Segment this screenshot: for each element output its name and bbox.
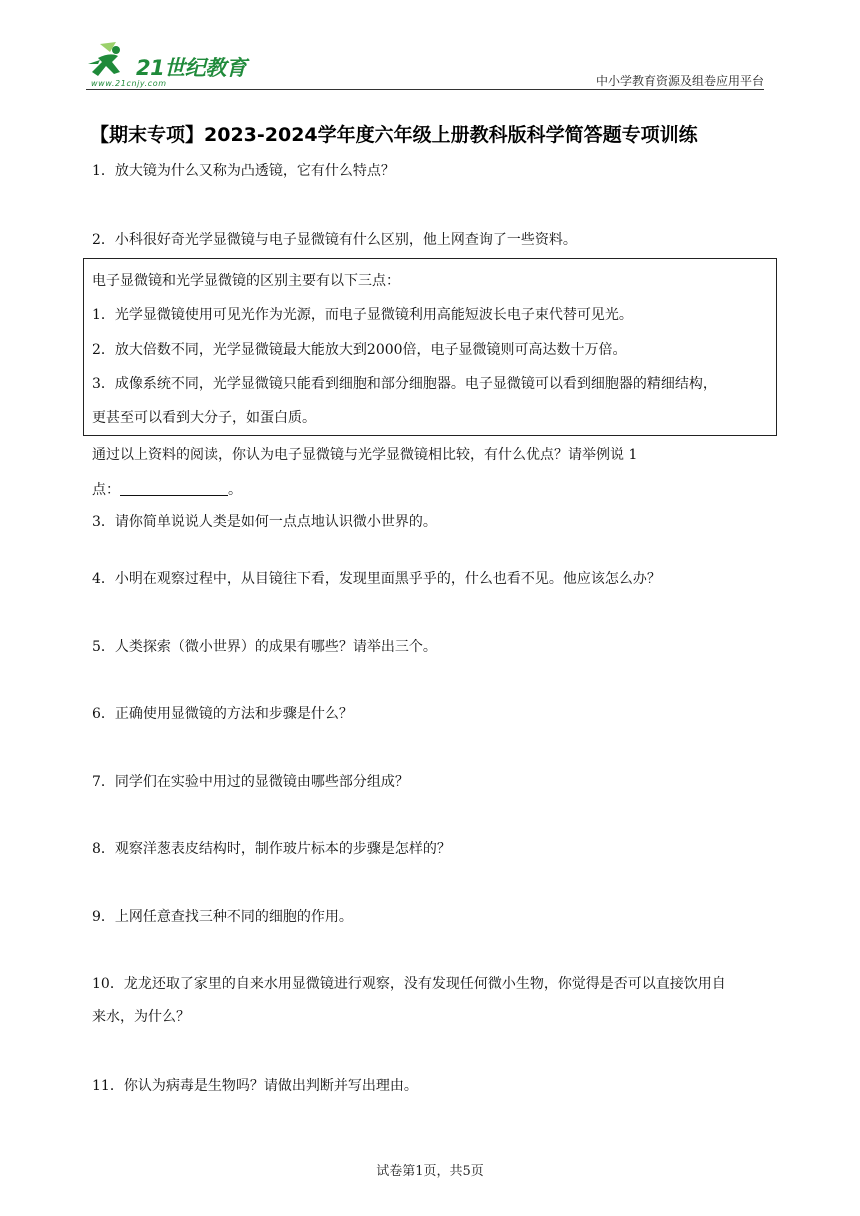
question-9: 9．上网任意查找三种不同的细胞的作用。 bbox=[92, 909, 353, 925]
reference-box bbox=[83, 258, 777, 436]
reference-point-1: 1．光学显微镜使用可见光作为光源，而电子显微镜利用高能短波长电子束代替可见光。 bbox=[92, 307, 633, 323]
question-3: 3．请你简单说说人类是如何一点点地认识微小世界的。 bbox=[92, 514, 437, 530]
question-10: 10．龙龙还取了家里的自来水用显微镜进行观察，没有发现任何微小生物，你觉得是否可以直接饮用自 bbox=[92, 976, 726, 992]
question-2-answer-line bbox=[92, 476, 242, 504]
header-platform-name: 中小学教育资源及组卷应用平台 bbox=[595, 74, 764, 88]
question-10-cont: 来水，为什么？ bbox=[92, 1009, 190, 1025]
logo-url: www.21cnjy.com bbox=[91, 79, 167, 88]
runner-logo-icon bbox=[86, 42, 134, 82]
question-7: 7．同学们在实验中用过的显微镜由哪些部分组成？ bbox=[92, 774, 409, 790]
reference-point-3-cont: 更甚至可以看到大分子，如蛋白质。 bbox=[92, 410, 316, 426]
logo-text: 21世纪教育 bbox=[136, 56, 247, 80]
page-header bbox=[86, 40, 764, 92]
answer-prefix: 点： bbox=[92, 482, 120, 498]
page-title: 【期末专项】2023-2024学年度六年级上册教科版科学简答题专项训练 bbox=[90, 124, 698, 146]
reference-intro: 电子显微镜和光学显微镜的区别主要有以下三点： bbox=[92, 273, 400, 289]
header-divider bbox=[86, 89, 764, 90]
reference-point-2: 2．放大倍数不同，光学显微镜最大能放大到2000倍，电子显微镜则可高达数十万倍。 bbox=[92, 342, 627, 358]
question-4: 4．小明在观察过程中，从目镜往下看，发现里面黑乎乎的，什么也看不见。他应该怎么办？ bbox=[92, 571, 661, 587]
logo bbox=[86, 40, 286, 92]
answer-suffix: 。 bbox=[228, 482, 242, 498]
question-8: 8．观察洋葱表皮结构时，制作玻片标本的步骤是怎样的？ bbox=[92, 841, 451, 857]
reference-point-3: 3．成像系统不同，光学显微镜只能看到细胞和部分细胞器。电子显微镜可以看到细胞器的精细结构， bbox=[92, 376, 717, 392]
question-11: 11．你认为病毒是生物吗？请做出判断并写出理由。 bbox=[92, 1078, 418, 1094]
question-5: 5．人类探索（微小世界）的成果有哪些？请举出三个。 bbox=[92, 639, 437, 655]
page-footer: 试卷第1页，共5页 bbox=[376, 1164, 484, 1179]
question-6: 6．正确使用显微镜的方法和步骤是什么？ bbox=[92, 706, 353, 722]
answer-blank[interactable] bbox=[120, 481, 228, 496]
question-2: 2．小科很好奇光学显微镜与电子显微镜有什么区别，他上网查询了一些资料。 bbox=[92, 232, 577, 248]
question-1: 1．放大镜为什么又称为凸透镜，它有什么特点？ bbox=[92, 163, 395, 179]
question-2-followup: 通过以上资料的阅读，你认为电子显微镜与光学显微镜相比较，有什么优点？请举例说 1 bbox=[92, 447, 638, 463]
